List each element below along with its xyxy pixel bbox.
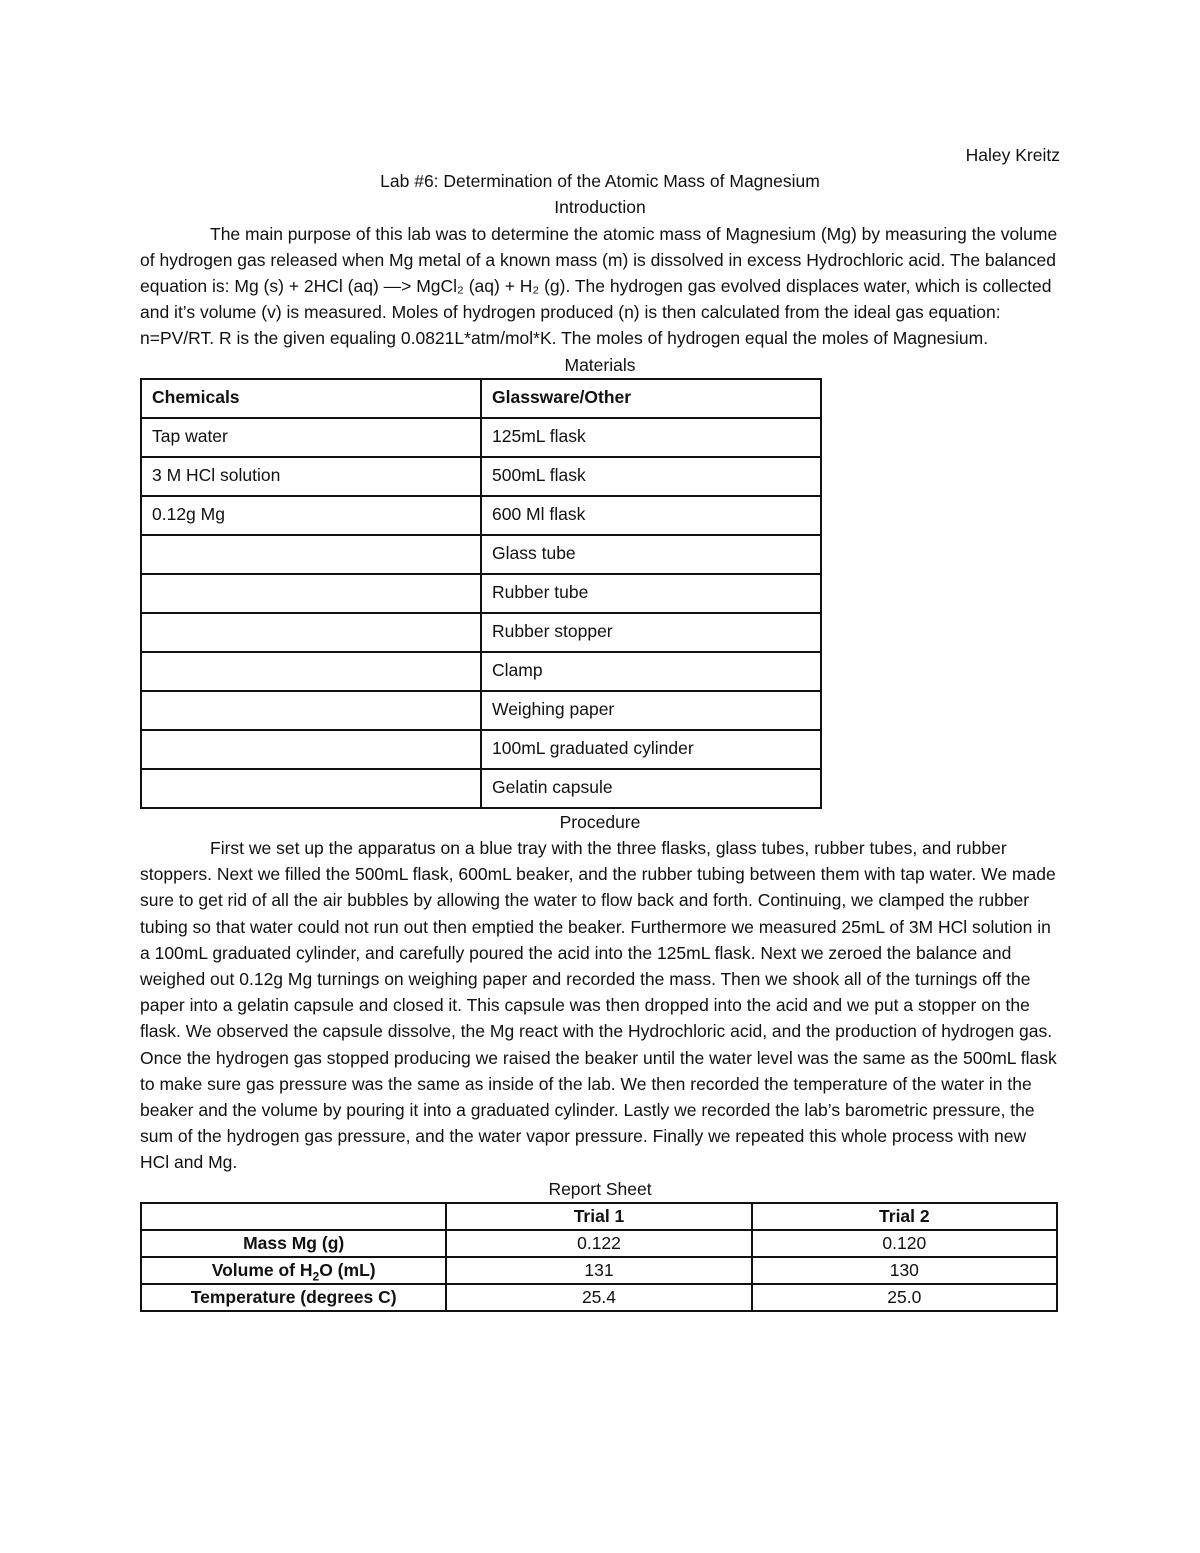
table-header-cell: Chemicals <box>141 379 481 418</box>
table-cell: Weighing paper <box>481 691 821 730</box>
table-cell: 0.120 <box>752 1230 1057 1257</box>
table-cell: 130 <box>752 1257 1057 1284</box>
table-row <box>141 574 821 613</box>
table-cell <box>141 652 481 691</box>
table-cell: Glass tube <box>481 535 821 574</box>
document-title: Lab #6: Determination of the Atomic Mass of Magnesium <box>380 171 820 192</box>
materials-heading: Materials <box>564 354 636 375</box>
row-label-cell <box>141 1257 446 1284</box>
procedure-paragraph: First we set up the apparatus on a blue tray with the three flasks, glass tubes, rubber tubes, and rubber stoppers. Next we filled the 500mL flask, 600mL beaker, and the rubber tubing between them with tap water. We made sure to get rid of all the air bubbles by allowing the water to flow back and forth. Continuing, we clamped the rubber tubing so that water could not run out then emptied the beaker. Furthermore we measured 25mL of 3M HCl solution in a 100mL graduated cylinder, and carefully poured the acid into the 125mL flask. Next we zeroed the balance and weighed out 0.12g Mg turnings on weighing paper and recorded the mass. Then we shook all of the turnings off the paper into a gelatin capsule and closed it. This capsule was then dropped into the acid and we put a stopper on the flask. We observed the capsule dissolve, the Mg react with the Hydrochloric acid, and the production of hydrogen gas. Once the hydrogen gas stopped producing we raised the beaker until the water level was the same as the 500mL flask to make sure gas pressure was the same as inside of the lab. We then recorded the temperature of the water in the beaker and the volume by pouring it into a graduated cylinder. Lastly we recorded the lab’s barometric pressure, the sum of the hydrogen gas pressure, and the water vapor pressure. Finally we repeated this whole process with new HCl and Mg. <box>140 838 1057 1173</box>
author-name: Haley Kreitz <box>965 145 1060 165</box>
table-cell: 600 Ml flask <box>481 496 821 535</box>
table-header-cell: Trial 1 <box>446 1203 751 1230</box>
table-cell: Gelatin capsule <box>481 769 821 808</box>
table-cell <box>141 691 481 730</box>
row-label-text: O (mL) <box>319 1260 376 1281</box>
procedure-heading: Procedure <box>559 811 641 832</box>
row-label-subscript: 2 <box>312 1269 320 1284</box>
table-row <box>141 730 821 769</box>
table-header-cell: Glassware/Other <box>481 379 821 418</box>
table-cell: Tap water <box>141 418 481 457</box>
table-cell: 25.0 <box>752 1284 1057 1311</box>
table-cell: 100mL graduated cylinder <box>481 730 821 769</box>
table-header-cell <box>141 1203 446 1230</box>
table-cell: 3 M HCl solution <box>141 457 481 496</box>
row-label-cell: Temperature (degrees C) <box>141 1284 446 1311</box>
table-header-row <box>141 379 821 418</box>
table-cell <box>141 535 481 574</box>
table-cell: 500mL flask <box>481 457 821 496</box>
table-row <box>141 769 821 808</box>
table-header-cell: Trial 2 <box>752 1203 1057 1230</box>
table-cell <box>141 613 481 652</box>
row-label-text: Volume of H <box>211 1260 313 1281</box>
table-row <box>141 496 821 535</box>
table-row <box>141 1257 1057 1284</box>
table-cell: 0.12g Mg <box>141 496 481 535</box>
table-cell: 131 <box>446 1257 751 1284</box>
table-cell: 25.4 <box>446 1284 751 1311</box>
table-cell: 125mL flask <box>481 418 821 457</box>
introduction-heading: Introduction <box>554 197 646 218</box>
table-row <box>141 457 821 496</box>
table-cell <box>141 574 481 613</box>
table-row <box>141 1230 1057 1257</box>
table-header-row <box>141 1203 1057 1230</box>
table-row <box>141 418 821 457</box>
table-row <box>141 1284 1057 1311</box>
report-table <box>140 1202 1058 1312</box>
introduction-paragraph: The main purpose of this lab was to determine the atomic mass of Magnesium (Mg) by measuring the volume of hydrogen gas released when Mg metal of a known mass (m) is dissolved in excess Hydrochloric acid. The balanced equation is: Mg (s) + 2HCl (aq) —> MgCl₂ (aq) + H₂ (g). The hydrogen gas evolved displaces water, which is collected and it’s volume (v) is measured. Moles of hydrogen produced (n) is then calculated from the ideal gas equation: n=PV/RT. R is the given equaling 0.0821L*atm/mol*K. The moles of hydrogen equal the moles of Magnesium. <box>140 223 1058 349</box>
materials-table <box>140 378 822 809</box>
table-cell: Clamp <box>481 652 821 691</box>
table-cell: Rubber tube <box>481 574 821 613</box>
table-cell: 0.122 <box>446 1230 751 1257</box>
table-cell <box>141 730 481 769</box>
table-cell: Rubber stopper <box>481 613 821 652</box>
document-page <box>140 142 1060 1312</box>
row-label-cell: Mass Mg (g) <box>141 1230 446 1257</box>
table-row <box>141 535 821 574</box>
report-heading: Report Sheet <box>548 1178 652 1199</box>
table-row <box>141 652 821 691</box>
table-cell <box>141 769 481 808</box>
table-row <box>141 613 821 652</box>
table-row <box>141 691 821 730</box>
